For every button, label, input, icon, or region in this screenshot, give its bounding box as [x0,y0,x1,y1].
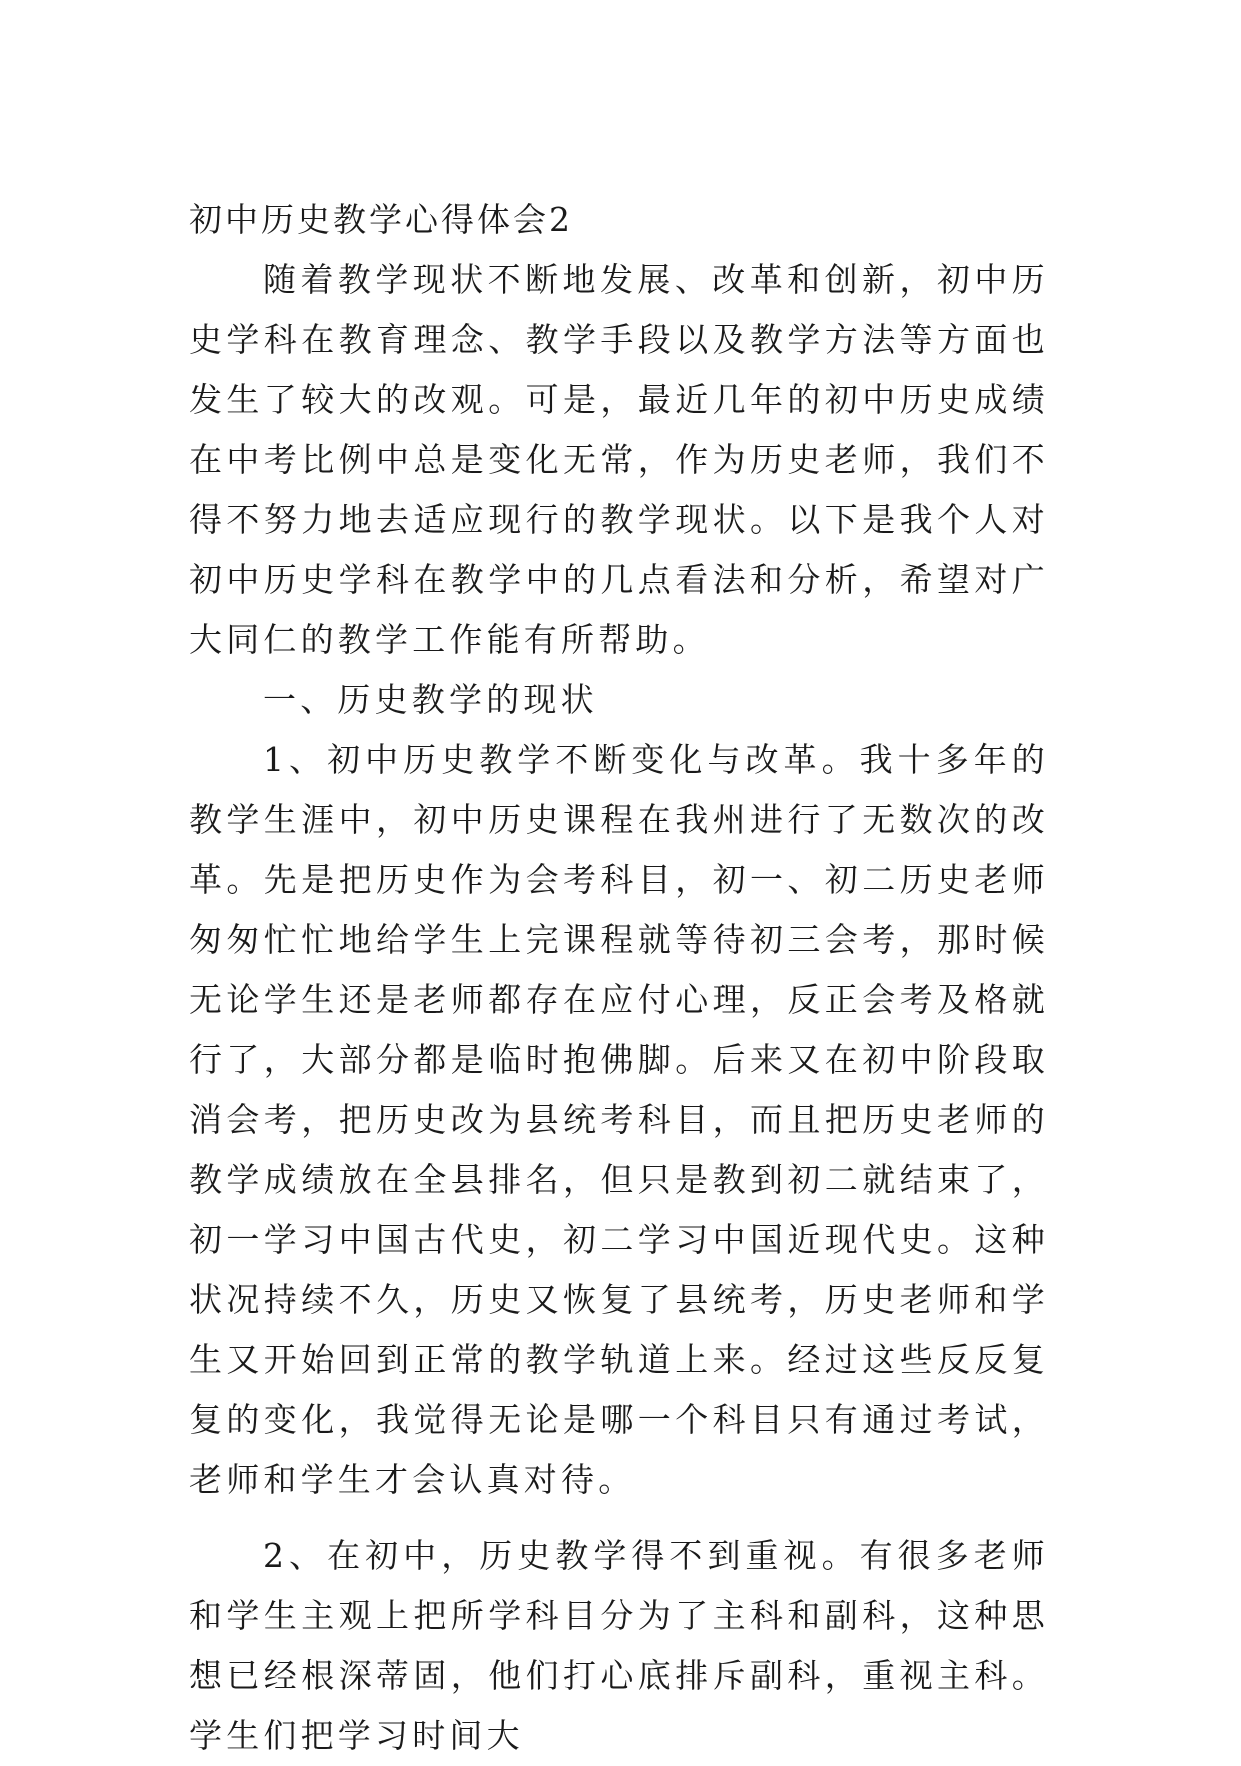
paragraph-intro: 随着教学现状不断地发展、改革和创新，初中历史学科在教育理念、教学手段以及教学方法等方面也发生了较大的改观。可是，最近几年的初中历史成绩在中考比例中总是变化无常，作为历史老师，我们不得不努力地去适应现行的教学现状。以下是我个人对初中历史学科在教学中的几点看法和分析，希望对广大同仁的教学工作能有所帮助。 [189,260,1049,659]
section-heading: 一、历史教学的现状 [263,680,598,719]
document-body [189,190,1049,1766]
document-title: 初中历史教学心得体会2 [189,200,573,239]
paragraph-point-2: 2、在初中，历史教学得不到重视。有很多老师和学生主观上把所学科目分为了主科和副科，这种思想已经根深蒂固，他们打心底排斥副科，重视主科。学生们把学习时间大 [189,1536,1049,1755]
paragraph-point-1: 1、初中历史教学不断变化与改革。我十多年的教学生涯中，初中历史课程在我州进行了无数次的改革。先是把历史作为会考科目，初一、初二历史老师匆匆忙忙地给学生上完课程就等待初三会考，那时候无论学生还是老师都存在应付心理，反正会考及格就行了，大部分都是临时抱佛脚。后来又在初中阶段取消会考，把历史改为县统考科目，而且把历史老师的教学成绩放在全县排名，但只是教到初二就结束了，初一学习中国古代史，初二学习中国近现代史。这种状况持续不久，历史又恢复了县统考，历史老师和学生又开始回到正常的教学轨道上来。经过这些反反复复的变化，我觉得无论是哪一个科目只有通过考试，老师和学生才会认真对待。 [189,740,1049,1499]
